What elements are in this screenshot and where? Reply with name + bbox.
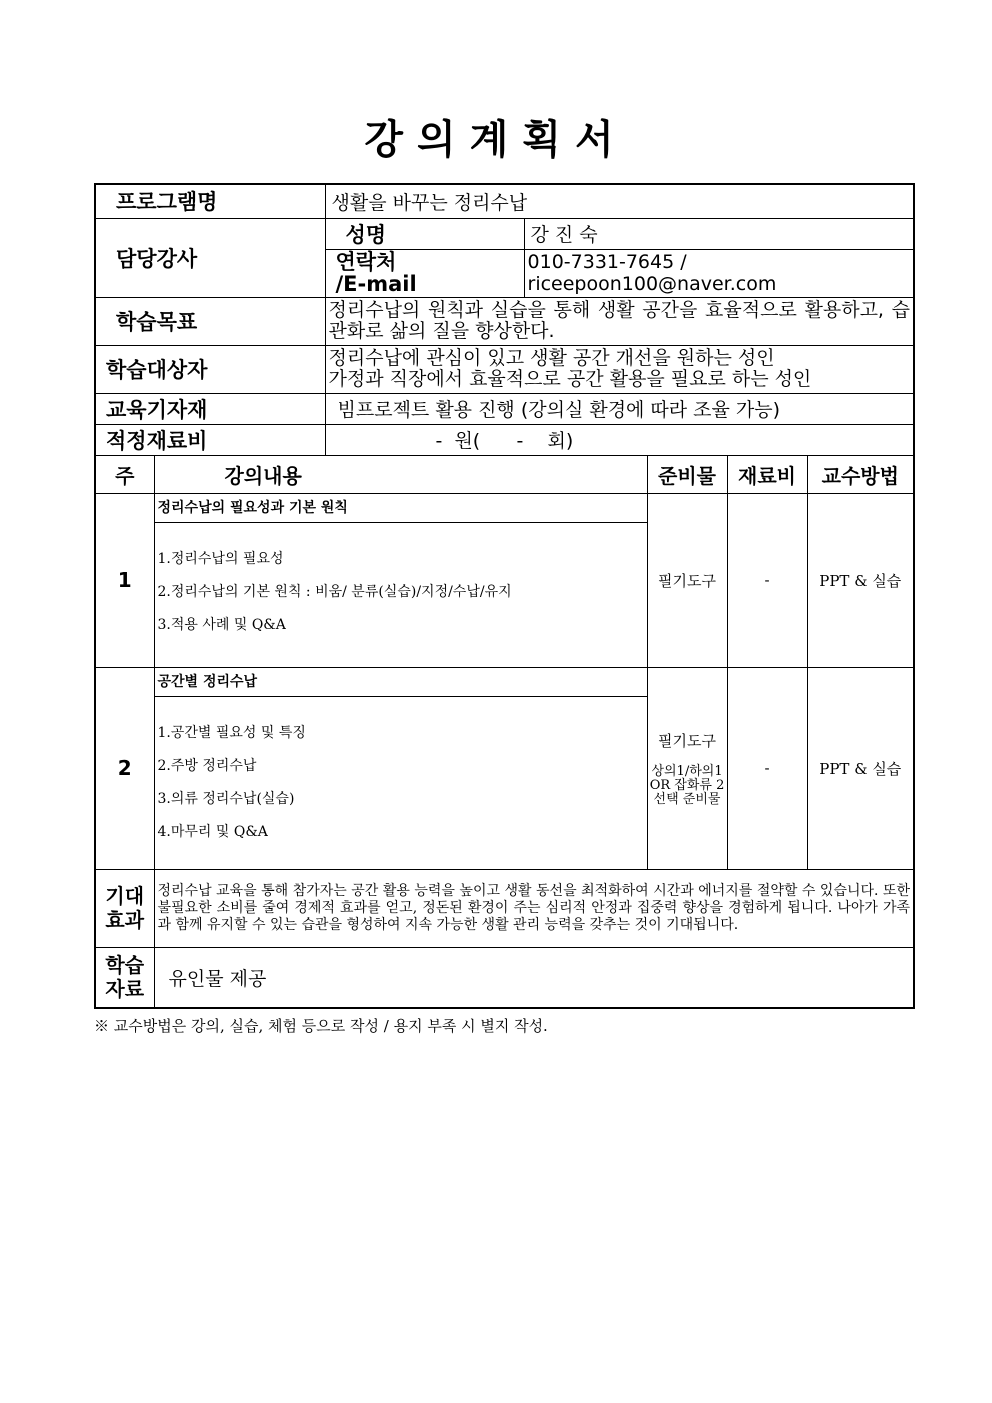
instructor-name: 강진숙	[524, 218, 914, 249]
week-number: 2	[95, 667, 154, 869]
list-item: 1.공간별 필요성 및 특징	[157, 724, 306, 741]
week-row	[95, 667, 914, 869]
week-fee: -	[727, 667, 807, 869]
contact-value: 010-7331-7645 / riceepoon100@naver.com	[524, 249, 914, 297]
week-row	[95, 493, 914, 667]
contact-label: 연락처 /E-mail	[325, 249, 524, 297]
week-fee: -	[727, 493, 807, 667]
equipment-label: 교육기자재	[95, 393, 325, 424]
expectation-text: 정리수납 교육을 통해 참가자는 공간 활용 능력을 높이고 생활 동선을 최적화하여 시간과 에너지를 절약할 수 있습니다. 또한 불필요한 소비를 줄여 경제적 효과를 얻고, 정돈된 환경이 주는 심리적 안정과 집중력 향상을 경험하게 됩니다. 나아가 가족과 함께 유지할 수 있는 습관을 형성하여 지속 가능한 생활 관리 능력을 갖추는 것이 기대됩니다.	[154, 869, 914, 947]
schedule-header-row	[95, 455, 914, 493]
list-item: 3.의류 정리수납(실습)	[157, 790, 295, 807]
page-title: 강의계획서	[364, 117, 628, 163]
goal-label: 학습목표	[95, 297, 325, 345]
target-label: 학습대상자	[95, 345, 325, 393]
week-materials: 필기도구 상의1/하의1 OR 잡화류 2 선택 준비물	[647, 667, 727, 869]
equipment-value: 빔프로젝트 활용 진행 (강의실 환경에 따라 조율 가능)	[325, 393, 914, 424]
goal-row	[95, 297, 914, 345]
week-items	[155, 697, 647, 849]
materials-extra: 상의1/하의1 OR 잡화류 2 선택 준비물	[649, 763, 725, 807]
fee-value: - 원( - 회)	[325, 424, 914, 455]
list-item: 2.주방 정리수납	[157, 757, 257, 774]
week-materials: 필기도구	[647, 493, 727, 667]
instructor-row	[95, 218, 914, 249]
lecture-plan-table	[94, 183, 915, 1009]
name-label: 성명	[325, 218, 524, 249]
study-material-label: 학습 자료	[95, 947, 154, 1008]
program-name: 생활을 바꾸는 정리수납	[325, 184, 914, 218]
week-title: 공간별 정리수납	[155, 668, 647, 697]
target-text: 정리수납에 관심이 있고 생활 공간 개선을 원하는 성인 가정과 직장에서 효율적으로 공간 활용을 필요로 하는 성인	[325, 345, 914, 393]
week-number: 1	[95, 493, 154, 667]
fee-row	[95, 424, 914, 455]
list-item: 3.적용 사례 및 Q&A	[157, 616, 286, 633]
week-method: PPT & 실습	[807, 667, 914, 869]
target-row	[95, 345, 914, 393]
method-header: 교수방법	[807, 455, 914, 493]
week-method: PPT & 실습	[807, 493, 914, 667]
footnote: ※ 교수방법은 강의, 실습, 체험 등으로 작성 / 용지 부족 시 별지 작성.	[94, 1017, 548, 1035]
materials-header: 준비물	[647, 455, 727, 493]
week-content	[154, 493, 647, 667]
list-item: 4.마무리 및 Q&A	[157, 823, 268, 840]
fee-label: 적정재료비	[95, 424, 325, 455]
instructor-label: 담당강사	[95, 218, 325, 297]
expectation-label: 기대 효과	[95, 869, 154, 947]
content-header: 강의내용	[154, 455, 647, 493]
week-content	[154, 667, 647, 869]
expectation-row	[95, 869, 914, 947]
week-title: 정리수납의 필요성과 기본 원칙	[155, 494, 647, 523]
equipment-row	[95, 393, 914, 424]
week-items	[155, 523, 647, 642]
list-item: 1.정리수납의 필요성	[157, 550, 284, 567]
study-material-value: 유인물 제공	[154, 947, 914, 1008]
goal-text: 정리수납의 원칙과 실습을 통해 생활 공간을 효율적으로 활용하고, 습관화로 삶의 질을 향상한다.	[325, 297, 914, 345]
study-material-row	[95, 947, 914, 1008]
week-header: 주	[95, 455, 154, 493]
program-row	[95, 184, 914, 218]
list-item: 2.정리수납의 기본 원칙 : 비움/ 분류(실습)/지정/수납/유지	[157, 583, 512, 600]
fee-header: 재료비	[727, 455, 807, 493]
program-label: 프로그램명	[95, 184, 325, 218]
